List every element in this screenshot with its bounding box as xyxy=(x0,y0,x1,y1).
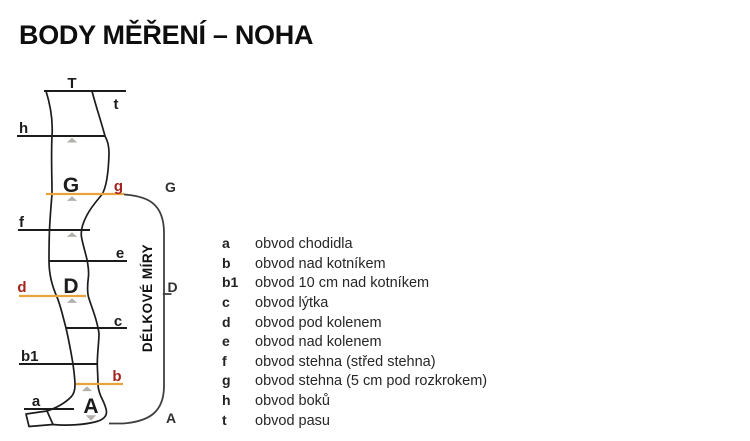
label-T: T xyxy=(67,75,77,92)
bracket-label-A: A xyxy=(166,410,177,426)
legend-key: g xyxy=(222,372,231,389)
label-g: g xyxy=(113,178,124,195)
legend-row xyxy=(222,234,552,254)
legend xyxy=(222,234,552,430)
legend-row xyxy=(222,391,552,411)
legend-row xyxy=(222,293,552,313)
label-f: f xyxy=(19,214,24,231)
legend-key: e xyxy=(222,333,230,350)
legend-label: obvod boků xyxy=(255,393,330,410)
legend-label: obvod lýtka xyxy=(255,294,329,311)
legend-row xyxy=(222,352,552,372)
legend-key: d xyxy=(222,313,231,330)
marker-triangle-h xyxy=(67,138,77,143)
legend-key: h xyxy=(222,392,231,409)
bracket-label-D: D xyxy=(167,279,178,295)
label-D-big: D xyxy=(63,275,79,298)
label-A-big: A xyxy=(83,395,99,418)
bracket-label-G: G xyxy=(165,179,176,195)
legend-key: b xyxy=(222,254,231,271)
label-d: d xyxy=(17,279,27,296)
label-G-big: G xyxy=(62,174,80,197)
leg-outline xyxy=(26,91,109,427)
legend-key: a xyxy=(222,235,230,251)
marker-triangle-f xyxy=(67,232,77,237)
label-e: e xyxy=(115,245,125,262)
label-b1: b1 xyxy=(21,348,39,365)
label-h: h xyxy=(19,120,29,137)
label-c: c xyxy=(113,313,123,330)
legend-row xyxy=(222,273,552,293)
legend-label: obvod stehna (5 cm pod rozkrokem) xyxy=(255,373,488,390)
legend-key: b1 xyxy=(222,274,239,291)
legend-label: obvod stehna (střed stehna) xyxy=(255,353,436,370)
marker-triangle-d xyxy=(67,298,77,303)
legend-label: obvod nad kolenem xyxy=(255,334,382,351)
marker-triangle-b xyxy=(82,386,92,391)
label-t: t xyxy=(113,96,119,113)
legend-label: obvod nad kotníkem xyxy=(255,255,386,272)
label-a: a xyxy=(31,393,41,410)
length-bracket xyxy=(109,195,164,424)
legend-label: obvod chodidla xyxy=(255,236,353,252)
legend-key: c xyxy=(222,293,230,310)
length-measures-vertical-title: DÉLKOVÉ MÍRY xyxy=(140,243,155,353)
leg-diagram xyxy=(0,0,200,441)
legend-label: obvod 10 cm nad kotníkem xyxy=(255,275,430,292)
legend-row xyxy=(222,254,552,274)
legend-key: t xyxy=(222,411,227,428)
legend-key: f xyxy=(222,352,227,369)
legend-row xyxy=(222,332,552,352)
legend-row xyxy=(222,313,552,333)
foot-toe-cap-line xyxy=(47,411,53,425)
page-title: BODY MĚŘENÍ – NOHA xyxy=(19,20,314,50)
legend-row xyxy=(222,371,552,391)
label-b: b xyxy=(112,368,122,385)
legend-row xyxy=(222,411,552,431)
legend-label: obvod pod kolenem xyxy=(255,314,382,331)
legend-label: obvod pasu xyxy=(255,412,330,429)
